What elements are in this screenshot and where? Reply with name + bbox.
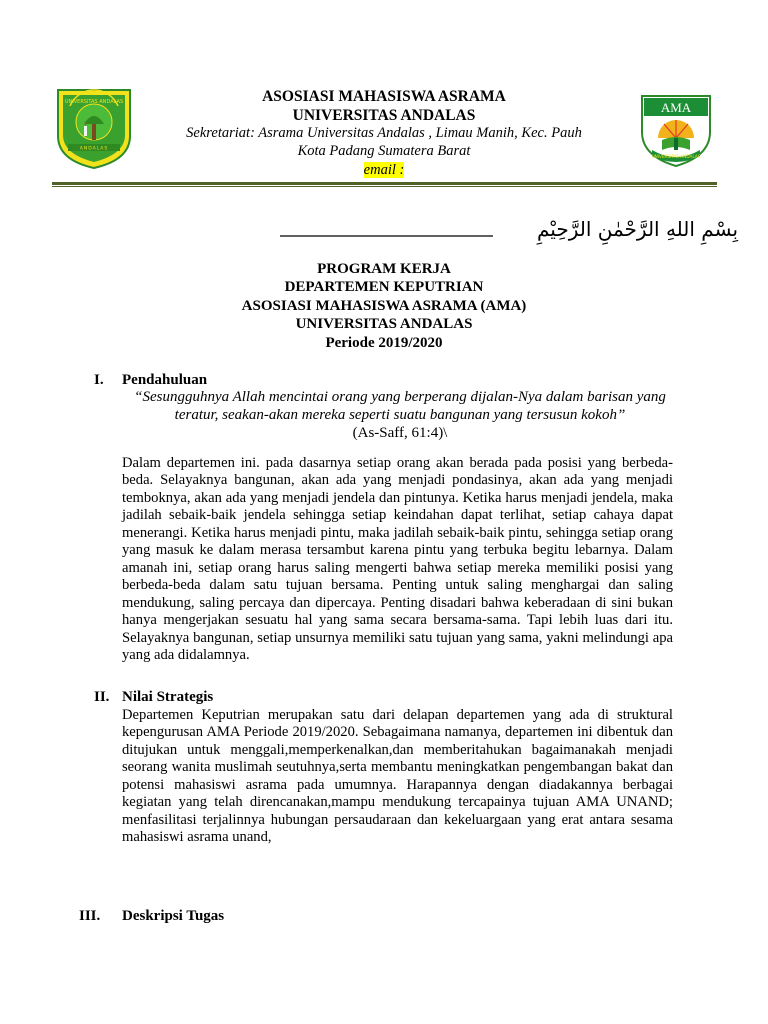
quote-citation: (As-Saff, 61:4)\	[352, 425, 448, 441]
nilai-strategis-paragraph: Departemen Keputrian merupakan satu dari delapan departemen yang ada di struktural kepengurusan AMA Periode 2019/2020. Sebagaimana namanya, departemen ini dibentuk dan ditujukan untuk menggali,memperkenalkan,dan memberitahukan bagaimanakah menjadi seorang wanita muslimah seutuhnya,serta membantu meningkatkan pengembangan bakat dan potensi mahasiswi asrama pada umumnya. Harapannya dengan diadakannya berbagai kegiatan yang telah direncanakan,mampu mendukung tercapainya tujuan AMA UNAND; menfasilitasi terjalinnya hubungan persaudaraan dan kekeluargaan yang erat antara sesama mahasiswi asrama unand,	[122, 707, 673, 846]
svg-text:UNIVERSITAS ANDALAS: UNIVERSITAS ANDALAS	[651, 154, 701, 159]
section-number: I.	[94, 372, 104, 388]
section-number: III.	[79, 908, 101, 924]
org-name: ASOSIASI MAHASISWA ASRAMA	[262, 88, 506, 105]
department-name: DEPARTEMEN KEPUTRIAN	[284, 279, 484, 295]
section-title-nilai-strategis: Nilai Strategis	[122, 689, 214, 705]
header-divider-thin	[52, 186, 717, 187]
email-label: email :	[363, 162, 405, 178]
section-number: II.	[94, 689, 110, 705]
svg-text:AMA: AMA	[660, 100, 692, 115]
ama-logo	[636, 92, 716, 168]
quran-quote: “Sesungguhnya Allah mencintai orang yang berperang dijalan-Nya dalam barisan yang teratur, seakan-akan mereka seperti suatu bangunan yang tersusun kokoh”	[134, 389, 666, 423]
svg-text:ANDALAS: ANDALAS	[79, 146, 109, 152]
program-title: PROGRAM KERJA	[317, 261, 451, 277]
header-divider	[52, 182, 717, 185]
association-name: ASOSIASI MAHASISWA ASRAMA (AMA)	[241, 298, 527, 314]
city-line: Kota Padang Sumatera Barat	[297, 143, 471, 159]
svg-text:UNIVERSITAS ANDALAS: UNIVERSITAS ANDALAS	[64, 99, 124, 105]
svg-text:بِسْمِ اللهِ الرَّحْمٰنِ الرَّ: بِسْمِ اللهِ الرَّحْمٰنِ الرَّحِيْمِ	[537, 217, 739, 241]
secretariat-address: Sekretariat: Asrama Universitas Andalas , Limau Manih, Kec. Pauh	[186, 125, 582, 141]
pendahuluan-paragraph: Dalam departemen ini. pada dasarnya setiap orang akan berada pada posisi yang berbeda-beda. Selayaknya bangunan, akan ada yang menjadi pondasinya, akan ada yang menjadi temboknya, akan ada yang menjadi jendela dan pintunya. Ketika harus menjadi jendela, maka jadilah sebaik-baik jendela sehingga setiap keindahan dapat terlihat, setiap cahaya dapat menerangi. Ketika harus menjadi pintu, maka jadilah sebaik-baik pintu, sehingga setiap orang yang masuk ke dalam merasa tersambut karena pintu yang terbuka begitu lebarnya. Dalam amanah ini, setiap orang harus saling mengerti bahwa setiap mereka memiliki posisi yang berbeda-beda dalam satu tujuan bersama. Penting untuk saling menghargai dan saling mendukung, saling percaya dan dipercaya. Penting disadari bahwa keberadaan di sini bukan hanya mengerjakan sesuatu hal yang sama secara bersama-sama. Tapi lebih luas dari itu. Selayaknya bangunan, setiap unsurnya memiliki satu tujuan yang sama, yakni melindungi apa yang ada didalamnya.	[122, 455, 673, 663]
basmalah-calligraphy	[225, 212, 739, 248]
university-line: UNIVERSITAS ANDALAS	[295, 316, 473, 332]
university-name: UNIVERSITAS ANDALAS	[292, 107, 476, 124]
period-line: Periode 2019/2020	[325, 335, 443, 351]
section-title-pendahuluan: Pendahuluan	[122, 372, 208, 388]
section-title-deskripsi-tugas: Deskripsi Tugas	[122, 908, 225, 924]
